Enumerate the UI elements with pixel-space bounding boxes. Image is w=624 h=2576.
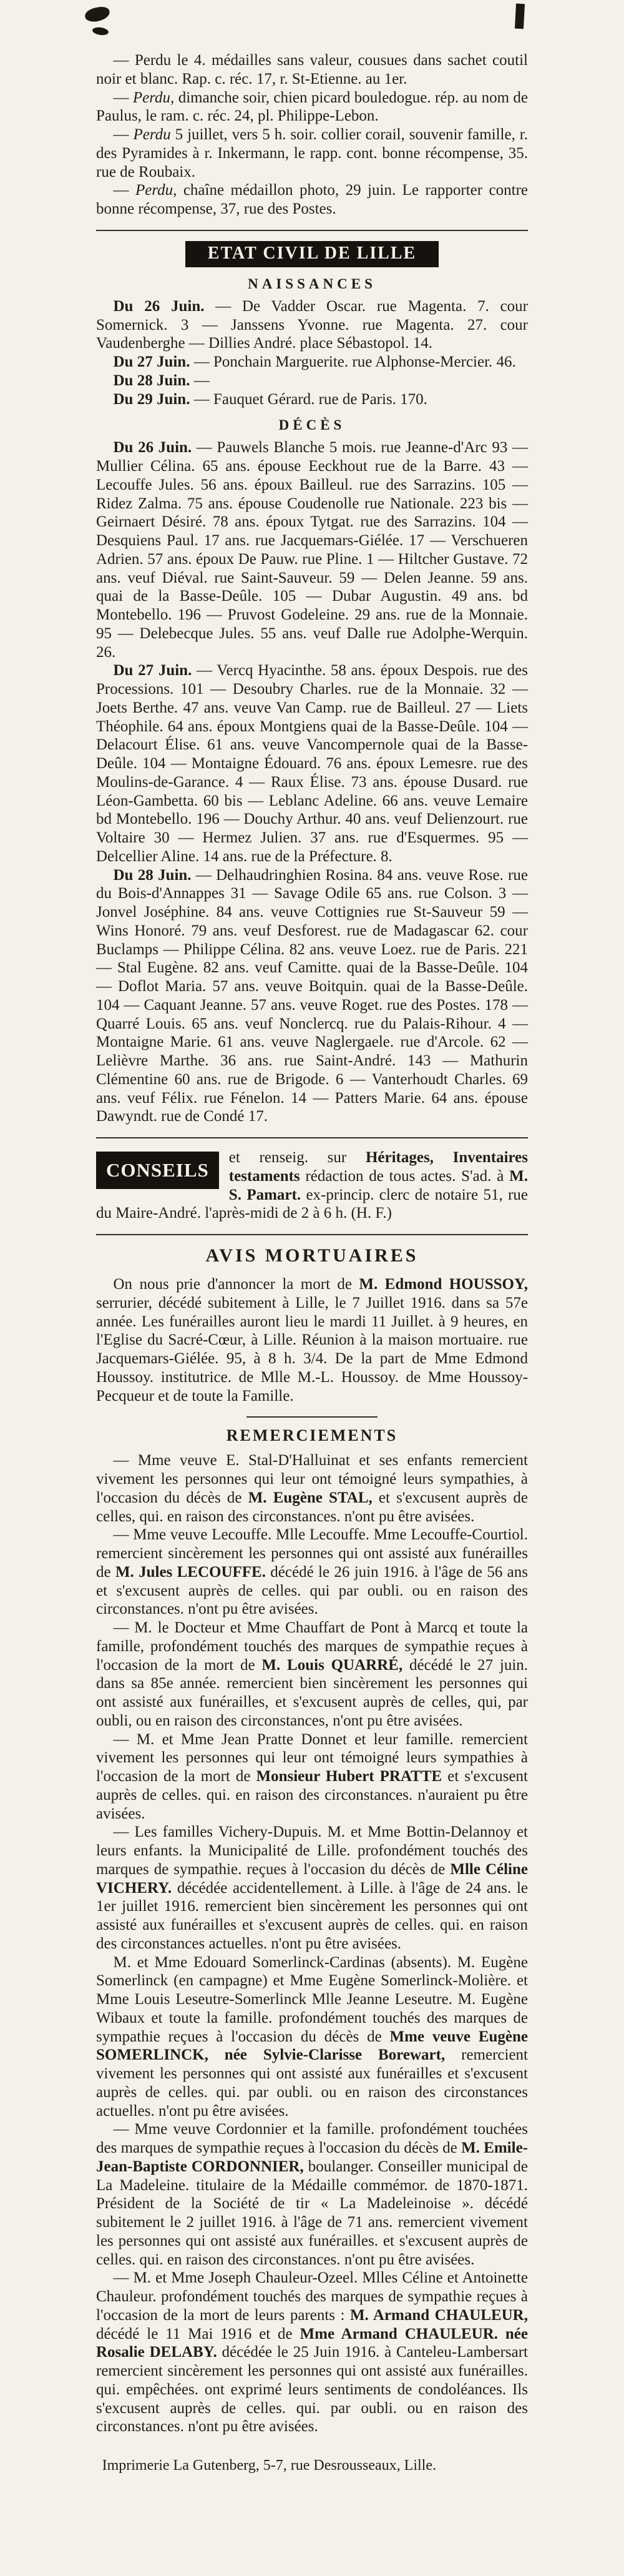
- remerciement-item: — M. et Mme Jean Pratte Donnet et leur famille. remercient vivement les personnes qui leur ont témoigné leurs sympathies à l'occasion de la mort de Monsieur Hubert PRATTE et s'excusent auprès de celles. qui. en raison des circonstances. n'auraient pu être avisées.: [96, 1730, 528, 1822]
- deces-entry: Du 26 Juin. — Pauwels Blanche 5 mois. rue Jeanne-d'Arc 93 — Mullier Célina. 65 ans. épouse Eeckhout rue de la Barre. 43 — Lecouffe Jules. 56 ans. époux Bailleul. rue des Sarrazins. 105 — Ridez Zalma. 75 ans. épouse Coudenolle rue Nationale. 223 bis — Geirnaert Désiré. 78 ans. époux Tytgat. rue des Sarrazins. 104 — Desquiens Paul. 17 ans. rue Jacquemars-Giélée. 17 — Verschueren Adrien. 57 ans. époux De Pauw. rue Pline. 1 — Hiltcher Gustave. 72 ans. veuf Diéval. rue Saint-Sauveur. 59 — Delen Jeanne. 59 ans. quai de la Basse-Deûle. 105 — Dubar Augustin. 49 ans. bd Montebello. 196 — Pruvost Godeleine. 29 ans. rue de la Monnaie. 95 — Delebecque Jules. 55 ans. veuf Dalle rue Adolphe-Werquin. 26.: [96, 439, 528, 661]
- naissance-entry: Du 26 Juin. — De Vadder Oscar. rue Magenta. 7. cour Somernick. 3 — Janssens Yvonne. rue Magenta. 27. cour Vaudenberghe — Dillies André. place Sébastopol. 14.: [96, 297, 528, 352]
- section-rule: [96, 230, 528, 231]
- section-rule: [96, 1234, 528, 1235]
- deces-title: DÉCÈS: [278, 417, 346, 433]
- avis-mortuaires-section: [96, 1245, 528, 2436]
- conseils-section: [96, 1148, 528, 1223]
- avis-mortuaires-title: AVIS MORTUAIRES: [205, 1245, 419, 1266]
- remerciement-item: M. et Mme Edouard Somerlinck-Cardinas (absents). M. Eugène Somerlinck (en campagne) et Mme Eugène Somerlinck-Molière. et Mme Louis Leseutre-Somerlinck Mlle Jeanne Leseutre. M. Eugène Wibaux et toute la famille. profondément touchés des marques de sympathie reçues à l'occasion du décès de Mme veuve Eugène SOMERLINCK, née Sylvie-Clarisse Borewart, remercient vivement les personnes qui ont assisté aux funérailles et s'excusent auprès de celles. qui. par oubli. ou en raison des circonstances actuelles. n'ont pu être avisées.: [96, 1953, 528, 2120]
- naissances-title: NAISSANCES: [248, 275, 376, 292]
- newspaper-column: [96, 0, 528, 2518]
- printer-imprint: Imprimerie La Gutenberg, 5-7, rue Desrousseaux, Lille.: [102, 2457, 436, 2474]
- lost-ads-section: [96, 51, 528, 219]
- lost-ad-item: — Perdu le 4. médailles sans valeur, cousues dans sachet coutil noir et blanc. Rap. c. réc. 17, r. St-Etienne. au 1er.: [96, 52, 528, 87]
- remerciement-item: — Mme veuve Lecouffe. Mlle Lecouffe. Mme Lecouffe-Courtiol. remercient sincèrement les personnes qui ont assisté aux funérailles de M. Jules LECOUFFE. décédé le 26 juin 1916. à l'âge de 56 ans et s'excusent auprès de celles. qui par oubli. ou en raison des circonstances. n'ont pu être avisées.: [96, 1526, 528, 1618]
- conseils-text: et renseig. sur Héritages, Inventaires testaments rédaction de tous actes. S'ad. à M. S. Pamart. ex-princip. clerc de notaire 51, rue du Maire-André. l'après-midi de 2 à 6 h. (H. F.): [96, 1149, 528, 1222]
- section-rule: [246, 1416, 378, 1418]
- remerciement-item: — Mme veuve Cordonnier et la famille. profondément touchées des marques de sympathie reçues à l'occasion du décès de M. Emile-Jean-Baptiste CORDONNIER, boulanger. Conseiller municipal de La Madeleine. titulaire de la Médaille commémor. de 1870-1871. Président de la Société de tir « La Madeleinoise ». décédé subitement le 2 juillet 1916. à l'âge de 71 ans. remercient vivement les personnes qui ont assisté aux funérailles. et s'excusent auprès de celles. qui. en raison des circonstances. n'ont pu être avisées.: [96, 2121, 528, 2268]
- conseils-label: CONSEILS: [96, 1152, 219, 1189]
- remerciement-item: — M. le Docteur et Mme Chauffart de Pont à Marcq et toute la famille, profondément touchés des marques de sympathie reçues à l'occasion de la mort de M. Louis QUARRÉ, décédé le 27 juin. dans sa 85e année. remercient bien sincèrement les personnes qui ont assisté aux funérailles, et s'excusent auprès de celles, qui, par oubli, ou en raison des circonstances, n'ont pu être avisées.: [96, 1619, 529, 1729]
- naissance-entry: Du 27 Juin. — Ponchain Marguerite. rue Alphonse-Mercier. 46.: [113, 353, 516, 370]
- remerciement-item: — M. et Mme Joseph Chauleur-Ozeel. Mlles Céline et Antoinette Chauleur. profondément touchés des marques de sympathie reçues à l'occasion de la mort de leurs parents : M. Armand CHAULEUR, décédé le 11 Mai 1916 et de Mme Armand CHAULEUR. née Rosalie DELABY. décédée le 25 Juin 1916. à Canteleu-Lambersart remercient sincèrement les personnes qui ont assisté aux funérailles. qui. empêchées. ont exprimé leurs sentiments de condoléances. Ils s'excusent auprès de celles. qui. par oubli. ou en raison des circonstances. n'ont pu être avisées.: [96, 2269, 528, 2435]
- section-rule: [96, 1137, 528, 1138]
- remerciements-title: REMERCIEMENTS: [226, 1426, 398, 1445]
- deces-entry: Du 27 Juin. — Vercq Hyacinthe. 58 ans. époux Despois. rue des Processions. 101 — Desoubry Charles. rue de la Monnaie. 32 — Joets Berthe. 47 ans. veuve Van Camp. rue de Bailleul. 27 — Liets Théophile. 64 ans. époux Montgiens quai de la Basse-Deûle. 104 — Delacourt Élise. 61 ans. veuve Vancompernole quai de la Basse-Deûle. 104 — Montaigne Édouard. 76 ans. époux Lemesre. rue des Moulins-de-Garance. 4 — Raux Élise. 73 ans. épouse Dusard. rue Léon-Gambetta. 60 bis — Leblanc Adeline. 66 ans. veuve Lemaire bd Montebello. 196 — Douchy Arthur. 40 ans. veuf Delienzourt. rue Voltaire 30 — Hermez Julien. 37 ans. rue d'Esquermes. 95 — Delcellier Aline. 14 ans. rue de la Préfecture. 8.: [96, 662, 528, 865]
- lost-ad-item: — Perdu, dimanche soir, chien picard bouledogue. rép. au nom de Paulus, le ram. c. réc. 24, pl. Philippe-Lebon.: [96, 89, 529, 125]
- naissance-entry: Du 28 Juin. —: [113, 372, 210, 389]
- death-notice-houssoy: On nous prie d'annoncer la mort de M. Edmond HOUSSOY, serrurier, décédé subitement à Lille, le 7 Juillet 1916. dans sa 57e année. Les funérailles auront lieu le mardi 11 Juillet. à 9 heures, en l'Eglise du Sacré-Cœur, à Lille. Réunion à la maison mortuaire. rue Jacquemars-Giélée. 95, à 8 h. 3/4. De la part de Mme Edmond Houssoy. institutrice. de Mlle M.-L. Houssoy. de Mme Houssoy-Pecqueur et de toute la Famille.: [96, 1276, 528, 1404]
- lost-ad-item: — Perdu, chaîne médaillon photo, 29 juin. Le rapporter contre bonne récompense, 37, rue des Postes.: [96, 182, 528, 217]
- scan-artifact: [515, 4, 525, 29]
- lost-ad-item: — Perdu 5 juillet, vers 5 h. soir. collier corail, souvenir famille, r. des Pyramides à r. Inkermann, le rapp. cont. bonne récompense, 35. rue de Roubaix.: [96, 126, 528, 180]
- remerciement-item: — Mme veuve E. Stal-D'Halluinat et ses enfants remercient vivement les personnes qui leur ont témoigné leurs sympathies, à l'occasion du décès de M. Eugène STAL, et s'excusent auprès de celles, qui. en raison des circonstances. n'ont pu être avisées.: [96, 1452, 528, 1525]
- deces-entry: Du 28 Juin. — Delhaudringhien Rosina. 84 ans. veuve Rose. rue du Bois-d'Annappes 31 — Savage Odile 65 ans. rue Colson. 3 — Jonvel Joséphine. 84 ans. veuve Cottignies rue St-Sauveur 59 — Wins Honoré. 79 ans. veuf Desforest. rue de Madagascar 62. cour Buclamps — Philippe Célina. 82 ans. veuve Loez. rue de Paris. 221 — Stal Eugène. 82 ans. veuf Camitte. quai de la Basse-Deûle. 104 — Doflot Maria. 57 ans. veuve Boitquin. quai de la Basse-Deûle. 104 — Caquant Jeanne. 57 ans. veuve Roget. rue des Postes. 178 — Quarré Louis. 65 ans. veuf Nonclercq. rue du Palais-Rihour. 4 — Montaigne Marie. 61 ans. veuve Naglergaele. rue d'Arcole. 62 — Lelièvre Marthe. 36 ans. rue Saint-André. 143 — Mathurin Clémentine 60 ans. rue de Brigode. 6 — Vanterhoudt Charles. 69 ans. veuf Félix. rue Fénelon. 14 — Patters Marie. 64 ans. épouse Dawyndt. rue de Condé 17.: [96, 866, 528, 1125]
- etat-civil-section: [96, 241, 528, 1126]
- naissance-entry: Du 29 Juin. — Fauquet Gérard. rue de Paris. 170.: [113, 390, 427, 408]
- remerciement-item: — Les familles Vichery-Dupuis. M. et Mme Bottin-Delannoy et leurs enfants. la Municipalité de Lille. profondément touchés des marques de sympathie. reçues à l'occasion du décès de Mlle Céline VICHERY. décédée accidentellement. à Lille. à l'âge de 24 ans. le 1er juillet 1916. remercient bien sincèrement les personnes qui ont assisté aux funérailles et s'excusent auprès de celles. qui. en raison des circonstances actuelles. n'ont pu être avisées.: [96, 1823, 528, 1952]
- etat-civil-title: ETAT CIVIL DE LILLE: [185, 241, 439, 267]
